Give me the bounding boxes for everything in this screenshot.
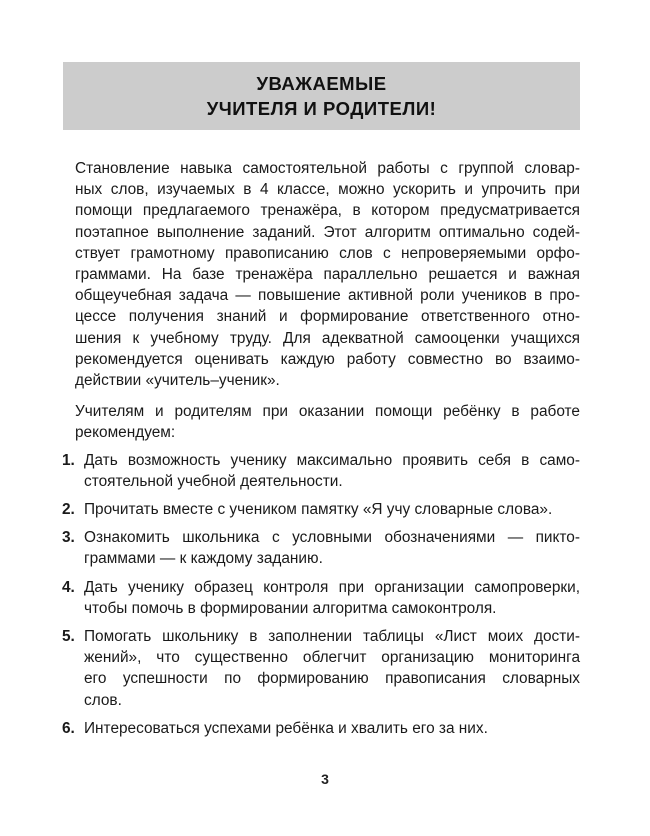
list-item-3	[62, 527, 580, 569]
text-line: действии «учитель–ученик».	[75, 372, 280, 390]
text-line: граммами. На базе тренажёра параллельно решается и важная	[75, 266, 580, 284]
text-line: шения к учебному труду. Для адекватной самооценки учащихся	[75, 329, 580, 347]
recommendation-intro-paragraph	[62, 401, 580, 443]
text-line: Учителям и родителям при оказании помощи ребёнку в работе	[75, 403, 580, 421]
list-number: 6.	[62, 719, 75, 737]
list-item-text	[84, 718, 580, 739]
title-line-2: УЧИТЕЛЯ И РОДИТЕЛИ!	[206, 98, 437, 119]
text-line: общеучебная задача — повышение активной роли учеников в про-	[75, 287, 580, 305]
text-line: рекомендуется оценивать каждую работу совместно во взаимо-	[75, 350, 580, 368]
list-number: 2.	[62, 501, 75, 519]
text-line: Прочитать вместе с учеником памятку «Я учу словарные слова».	[84, 501, 553, 519]
list-item-5	[62, 626, 580, 711]
text-line: стоятельной учебной деятельности.	[84, 472, 343, 490]
text-line: помощи предлагаемого тренажёра, в котором предусматривается	[75, 202, 580, 220]
list-item-text	[84, 577, 580, 619]
text-line: жений», что существенно облегчит организацию мониторинга	[84, 649, 580, 667]
text-line: слов.	[84, 691, 122, 709]
list-item-1	[62, 450, 580, 492]
list-item-6	[62, 718, 580, 739]
list-item-2	[62, 499, 580, 520]
list-item-text	[84, 527, 580, 569]
text-line: Дать ученику образец контроля при организации самопроверки,	[84, 578, 580, 596]
list-item-text	[84, 626, 580, 711]
text-line: Дать возможность ученику максимально проявить себя в само-	[84, 451, 580, 469]
title-banner	[63, 62, 580, 130]
page-number: 3	[321, 771, 329, 787]
text-line: Становление навыка самостоятельной работы с группой словар-	[75, 160, 580, 177]
text-line: ных слов, изучаемых в 4 классе, можно ускорить и упрочить при	[75, 181, 580, 199]
title-line-1: УВАЖАЕМЫЕ	[256, 73, 387, 94]
text-line: ствует грамотному правописанию слов с непроверяемыми орфо-	[75, 244, 580, 262]
text-line: поэтапное выполнение заданий. Этот алгоритм оптимально содей-	[75, 223, 580, 241]
body-text	[62, 158, 580, 746]
list-item-4	[62, 577, 580, 619]
text-line: граммами — к каждому заданию.	[84, 550, 323, 568]
text-line: Ознакомить школьника с условными обозначениями — пикто-	[84, 529, 580, 547]
text-line: чтобы помочь в формировании алгоритма самоконтроля.	[84, 599, 497, 617]
text-line: Помогать школьнику в заполнении таблицы «Лист моих дости-	[84, 628, 580, 646]
text-line: Интересоваться успехами ребёнка и хвалить его за них.	[84, 719, 488, 737]
text-line: его успешности по формированию правописания словарных	[84, 670, 580, 688]
intro-paragraph	[62, 158, 580, 391]
list-item-text	[84, 450, 580, 492]
recommendations-list	[62, 450, 580, 739]
list-number: 3.	[62, 529, 75, 547]
list-number: 5.	[62, 628, 75, 646]
text-line: цессе получения знаний и формирование ответственного отно-	[75, 308, 580, 326]
list-number: 4.	[62, 578, 75, 596]
list-number: 1.	[62, 451, 75, 469]
text-line: рекомендуем:	[75, 424, 176, 442]
list-item-text	[84, 499, 580, 520]
